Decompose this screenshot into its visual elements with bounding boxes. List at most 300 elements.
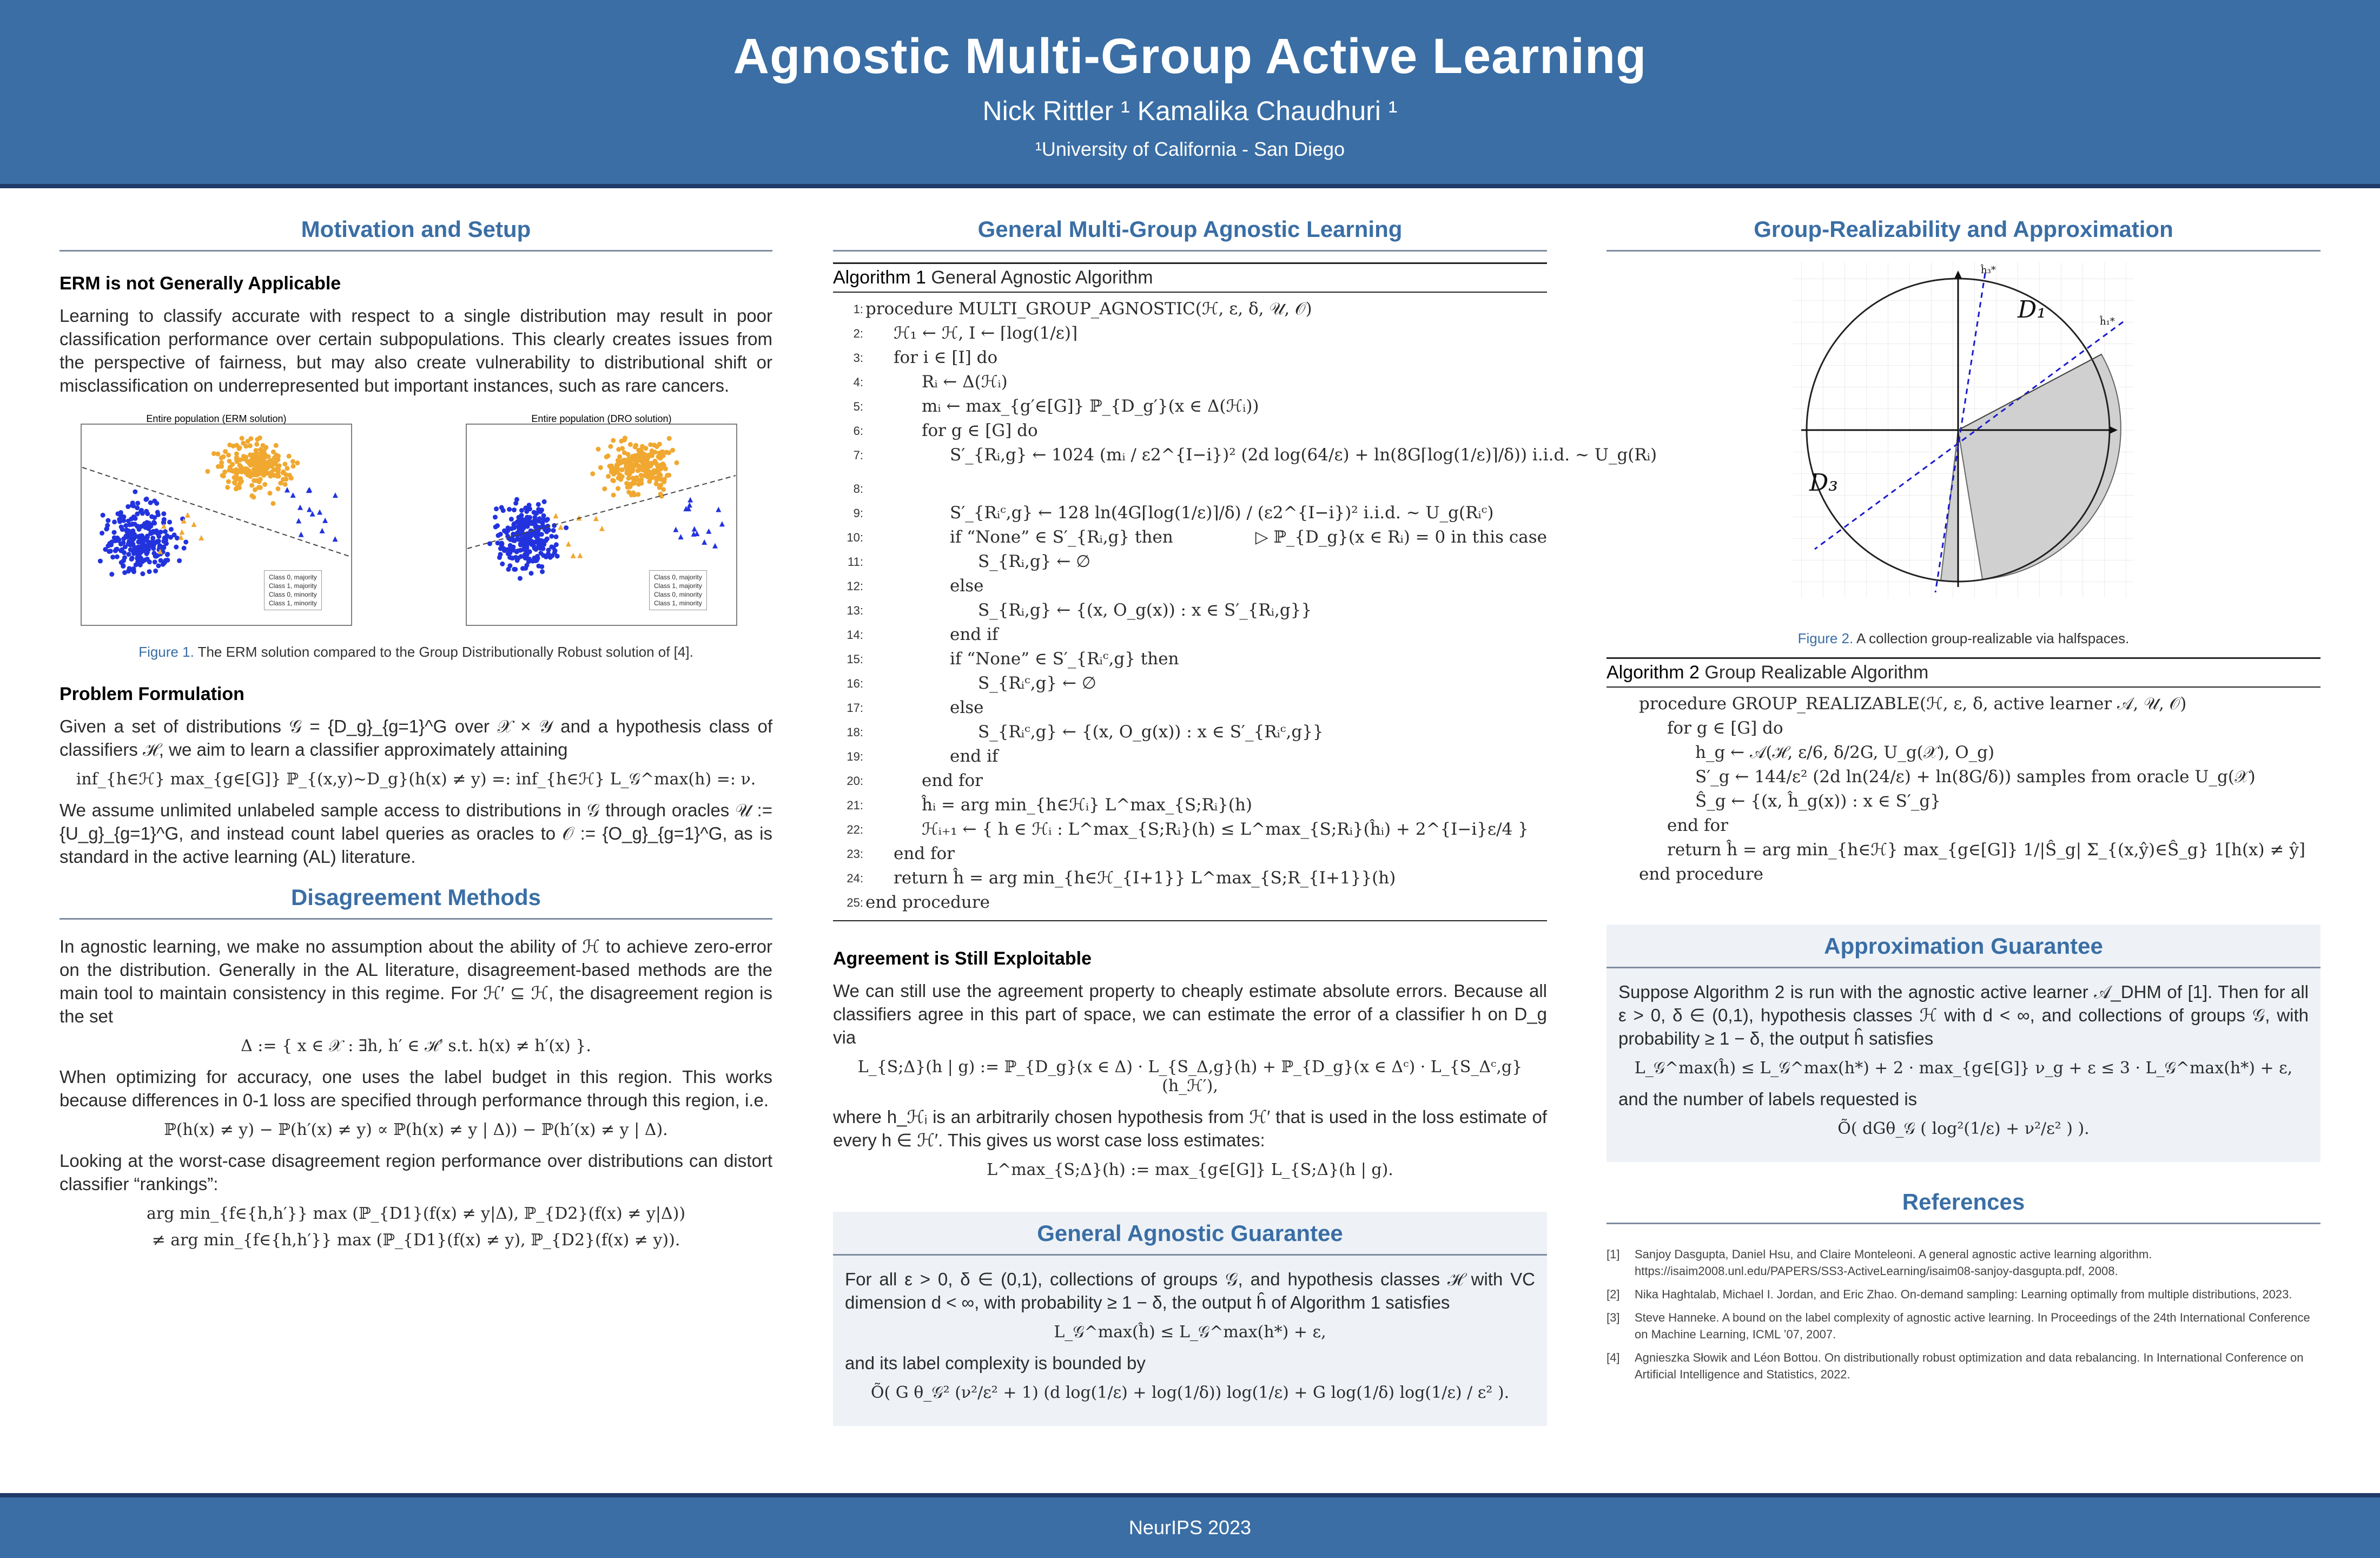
fig1-point-class0	[551, 528, 556, 533]
fig2-label-h1: ĥ₁*	[2100, 316, 2115, 327]
fig1-point-class0	[145, 557, 150, 562]
algorithm-1-code: S_{Rᵢᶜ,g} ← {(x, O_g(x)) : x ∈ S′_{Rᵢᶜ,g}}	[978, 722, 1324, 742]
disagreement-text-2: When optimizing for accuracy, one uses the label budget in this region. This works because differences in 0-1 loss are specified through performance through this region, i.e.	[60, 1067, 772, 1110]
disagreement-equation-3a: arg min_{f∈{h,h′}} max (ℙ_{D1}(f(x) ≠ y|Δ), ℙ_{D2}(f(x) ≠ y|Δ))	[146, 1204, 686, 1223]
reference-number: [1]	[1606, 1247, 1620, 1261]
fig1-point-class1	[295, 460, 300, 465]
fig1-point-class0	[515, 519, 520, 524]
approx-text-1: Suppose Algorithm 2 is run with the agnostic active learner 𝒜_DHM of [1]. Then for all ε > 0, δ ∈ (0,1), hypothesis classes ℋ with d < ∞, and collections of groups 𝒢, with probability ≥ 1 − δ, the output ĥ satisfies	[1618, 982, 2309, 1048]
fig1-point-class1	[639, 481, 644, 486]
general-guarantee-box	[833, 1212, 1547, 1426]
fig1-point-class0	[165, 552, 170, 557]
poster-affiliation: ¹University of California - San Diego	[1035, 138, 1345, 160]
reference-number: [2]	[1606, 1288, 1620, 1301]
fig1-point-class0	[142, 544, 147, 549]
fig1-point-class0	[529, 542, 534, 547]
fig1-point-class1	[614, 470, 619, 475]
fig1-point-class0	[130, 503, 135, 508]
fig1-point-class0	[519, 508, 524, 513]
fig1-point-class0	[145, 550, 150, 555]
fig1-point-class0	[116, 537, 121, 542]
fig1-point-class0	[505, 529, 510, 533]
fig1-point-class1	[667, 436, 672, 441]
fig1-point-class0	[498, 546, 503, 551]
reference-text: Nika Haghtalab, Michael I. Jordan, and Eric Zhao. On-demand sampling: Learning optimally from multiple distributions, 2023.	[1635, 1288, 2292, 1301]
fig1-point-class0	[115, 511, 120, 516]
line-number: 17:	[847, 701, 863, 715]
algorithm-1-line	[833, 866, 1547, 890]
fig1-point-class1	[256, 460, 261, 465]
poster-header	[0, 0, 2380, 187]
agreement-text-2: where h_ℋᵢ is an arbitrarily chosen hypothesis from ℋ′ that is used in the loss estimate of every h ∈ ℋ′. This gives us worst case loss estimates:	[833, 1107, 1547, 1150]
reference-number: [4]	[1606, 1351, 1620, 1364]
fig1-point-class0	[549, 544, 554, 549]
fig1-point-class0	[130, 529, 135, 533]
algorithm-2-code: for g ∈ [G] do	[1667, 718, 1783, 738]
fig1-point-class1	[658, 483, 663, 487]
algorithm-2-code: S′_g ← 144/ε² (2d ln(24/ε) + ln(8G/δ)) samples from oracle U_g(𝒳)	[1695, 767, 2256, 787]
figure-2-caption	[1606, 630, 2320, 647]
disagreement-equation-3b: ≠ arg min_{f∈{h,h′}} max (ℙ_{D1}(f(x) ≠ y), ℙ_{D2}(f(x) ≠ y)).	[151, 1231, 680, 1250]
fig1-point-class1	[654, 481, 659, 486]
line-number: 24:	[847, 872, 863, 885]
fig1-point-class1	[252, 467, 256, 472]
fig1-point-class0	[528, 534, 533, 539]
algorithm-1-code: Rᵢ ← Δ(ℋᵢ)	[922, 372, 1008, 392]
fig1-point-class1	[606, 453, 611, 458]
fig1-point-class1	[598, 465, 603, 470]
fig1-point-class0	[528, 571, 533, 576]
fig1-point-class1	[254, 442, 259, 447]
line-number: 14:	[847, 628, 863, 642]
fig1-point-class1	[282, 461, 287, 466]
line-number: 4:	[853, 375, 863, 389]
fig1-point-class0	[497, 555, 502, 560]
fig1-point-class1	[602, 486, 607, 491]
line-number: 21:	[847, 798, 863, 812]
algorithm-1-line	[833, 842, 1547, 866]
algorithm-2-line	[1606, 716, 2320, 741]
legend-item: Class 1, majority	[269, 582, 317, 590]
fig1-point-class0	[156, 563, 161, 568]
fig1-point-class1	[261, 466, 266, 471]
algorithm-2-code: procedure GROUP_REALIZABLE(ℋ, ε, δ, active learner 𝒜, 𝒰, 𝒪)	[1639, 694, 2187, 714]
fig1-point-class0	[512, 538, 517, 543]
algorithm-1-code: end for	[922, 771, 983, 790]
fig1-point-class1	[219, 455, 224, 460]
fig1-point-class0	[108, 549, 113, 553]
fig1-point-class0	[494, 506, 499, 511]
fig1-point-class1	[675, 460, 679, 465]
section-title-references: References	[1606, 1189, 2320, 1224]
algorithm-1-line	[833, 769, 1547, 793]
agreement-text-1: We can still use the agreement property to cheaply estimate absolute errors. Because all classifiers agree in this part of space, we can estimate the error of a classifier h on D_g via	[833, 981, 1547, 1047]
line-number: 5:	[853, 400, 863, 413]
fig1-point-class0	[545, 537, 550, 542]
agreement-equation-1: L_{S;Δ}(h | g) := ℙ_{D_g}(x ∈ Δ) · L_{S_Δ,g}(h) + ℙ_{D_g}(x ∈ Δᶜ) · L_{S_Δᶜ,g}(h_ℋ′),	[857, 1058, 1523, 1095]
fig1-point-class0	[163, 529, 168, 534]
fig1-point-class1	[615, 465, 620, 470]
legend-item: Class 1, minority	[654, 599, 702, 607]
fig1-point-class0	[138, 556, 143, 560]
fig1-point-class1	[271, 450, 276, 454]
fig1-point-class0	[122, 570, 127, 575]
algorithm-2-code: return ĥ = arg min_{h∈ℋ} max_{g∈[G]} 1/|Ŝ_g| Σ_{(x,ŷ)∈Ŝ_g} 1[h(x) ≠ ŷ]	[1667, 840, 2305, 860]
algorithm-1-name: General Agnostic Algorithm	[931, 267, 1153, 288]
fig1-point-class0	[536, 502, 541, 507]
fig1-point-class1	[220, 473, 225, 478]
poster-footer: NeurIPS 2023	[0, 1497, 2380, 1558]
fig1-point-class1	[647, 464, 652, 468]
poster-title: Agnostic Multi-Group Active Learning	[733, 29, 1647, 84]
fig1-point-class1	[234, 474, 239, 479]
algorithm-1-comment: ▷ ℙ_{D_g}(x ∈ Rᵢ) = 0 in this case	[1255, 527, 1547, 547]
fig1-point-class0	[183, 539, 188, 544]
algorithm-1-code: if “None” ∈ S′_{Rᵢᶜ,g} then	[950, 649, 1179, 669]
algorithm-1-code: procedure MULTI_GROUP_AGNOSTIC(ℋ, ε, δ, 𝒰, 𝒪)	[865, 299, 1312, 319]
algorithm-1-code: end if	[950, 747, 999, 766]
fig1-point-class0	[546, 527, 551, 532]
fig1-point-class0	[564, 525, 568, 530]
fig1-point-class1	[658, 455, 663, 460]
algorithm-1-line	[833, 574, 1547, 598]
disagreement-text-1: In agnostic learning, we make no assumption about the ability of ℋ to achieve zero-error on the distribution. Generally in the AL literature, disagreement-based methods are the main tool to maintain consistency in this regime. For ℋ′ ⊆ ℋ, the disagreement region is the set	[60, 936, 772, 1026]
fig1-point-class0	[552, 550, 557, 555]
fig1-point-class0	[153, 569, 158, 573]
section-title-general-guarantee: General Agnostic Guarantee	[833, 1220, 1547, 1256]
fig1-point-class0	[519, 554, 524, 559]
figure-2-caption-text: A collection group-realizable via halfspaces.	[1856, 630, 2130, 646]
reference-text: Sanjoy Dasgupta, Daniel Hsu, and Claire Monteleoni. A general agnostic active learning algorithm. https://isaim2008.unl.edu/PAPERS/SS3-ActiveLearning/isaim08-sanjoy-dasgupta.pdf, 2008.	[1635, 1247, 2152, 1278]
fig1-point-class0	[172, 532, 177, 537]
fig1-point-class1	[290, 459, 295, 464]
fig1-point-class1	[643, 468, 647, 473]
fig1-point-class1	[657, 442, 662, 447]
line-number: 1:	[853, 302, 863, 316]
fig1-point-class0	[520, 525, 525, 530]
algorithm-1-line	[833, 817, 1547, 842]
algorithm-2-line	[1606, 741, 2320, 765]
algorithm-2-code: Ŝ_g ← {(x, ĥ_g(x)) : x ∈ S′_g}	[1695, 791, 1941, 811]
legend-item: Class 0, majority	[654, 573, 702, 581]
algorithm-1-code: ĥᵢ = arg min_{h∈ℋᵢ} L^max_{S;Rᵢ}(h)	[922, 795, 1253, 815]
fig1-point-class1	[606, 474, 611, 479]
fig1-point-class1	[608, 444, 613, 449]
fig1-point-class0	[126, 518, 131, 523]
reference-text: Agnieszka Słowik and Léon Bottou. On distributionally robust optimization and data rebalancing. In International Conference on Artificial Intelligence and Statistics, 2022.	[1635, 1351, 2304, 1381]
header-divider	[0, 184, 2380, 188]
subsection-erm: ERM is not Generally Applicable	[60, 273, 341, 294]
fig1-point-class1	[632, 458, 637, 463]
fig1-point-class0	[540, 569, 545, 574]
fig1-point-class1	[637, 450, 642, 454]
algorithm-1-code: mᵢ ← max_{g′∈[G]} ℙ_{D_g′}(x ∈ Δ(ℋᵢ))	[922, 397, 1259, 416]
legend-item: Class 0, majority	[269, 573, 317, 581]
line-number: 16:	[847, 677, 863, 690]
algorithm-1-code: S_{Rᵢ,g} ← {(x, O_g(x)) : x ∈ S′_{Rᵢ,g}}	[978, 600, 1312, 620]
fig1-point-class1	[642, 456, 646, 461]
algorithm-1-code: S′_{Rᵢ,g} ← 1024 (mᵢ / ε2^{I−i})² (2d log(64/ε) + ln(8G⌈log(1/ε)⌉/δ)) i.i.d. ~ U_g(Rᵢ)	[950, 445, 1657, 465]
fig1-point-class1	[262, 452, 267, 457]
fig1-point-class1	[256, 485, 261, 490]
fig1-point-class0	[98, 559, 103, 564]
line-number: 7:	[853, 448, 863, 462]
approx-equation-2: Õ( dGθ_𝒢 ( log²(1/ε) + ν²/ε² ) ).	[1837, 1119, 2090, 1138]
fig1-point-class0	[138, 509, 143, 514]
approx-text-2: and the number of labels requested is	[1618, 1089, 1918, 1109]
fig1-point-class0	[120, 527, 125, 532]
fig1-point-class0	[511, 532, 515, 537]
fig1-point-class0	[534, 511, 539, 516]
fig1-point-class0	[101, 513, 105, 518]
fig1-point-class1	[240, 436, 244, 441]
fig1-point-class1	[269, 458, 274, 463]
fig1-point-class0	[156, 512, 161, 517]
fig1-point-class0	[115, 547, 120, 552]
fig1-point-class0	[121, 536, 126, 541]
fig1-point-class1	[276, 457, 281, 462]
fig1-point-class1	[284, 477, 289, 481]
fig1-point-class0	[519, 513, 524, 518]
legend-item: Class 0, minority	[654, 591, 702, 598]
fig1-point-class0	[527, 503, 532, 507]
fig1-point-class0	[164, 533, 169, 538]
fig1-point-class1	[620, 458, 625, 463]
line-number: 2:	[853, 327, 863, 340]
fig1-point-class0	[539, 564, 544, 569]
fig1-point-class1	[246, 439, 250, 444]
fig1-point-class1	[632, 479, 637, 484]
algorithm-1-line	[833, 297, 1547, 321]
fig1-point-class0	[512, 567, 517, 572]
fig1-point-class0	[150, 536, 155, 540]
fig1-point-class0	[156, 534, 161, 539]
fig1-point-class0	[144, 509, 149, 514]
algorithm-2-line	[1606, 862, 2320, 887]
algorithm-1-line	[833, 623, 1547, 647]
fig1-point-class0	[123, 523, 128, 528]
fig1-right-legend	[649, 570, 707, 610]
column-right	[1606, 216, 2320, 1389]
algorithm-2-line	[1606, 765, 2320, 789]
fig1-point-class1	[290, 464, 295, 468]
fig1-point-class0	[154, 554, 158, 559]
algorithm-1-line	[833, 525, 1547, 550]
fig1-point-class0	[501, 508, 506, 513]
fig1-point-class0	[129, 539, 134, 544]
fig1-point-class0	[140, 535, 145, 540]
fig1-point-class1	[632, 492, 637, 497]
algorithm-1-line	[833, 419, 1547, 443]
algorithm-1-code: S_{Rᵢ,g} ← ∅	[978, 552, 1091, 571]
fig1-left-legend	[264, 570, 322, 610]
fig1-point-class1	[626, 452, 631, 457]
fig1-point-class1	[619, 439, 624, 444]
fig1-point-class1	[287, 454, 292, 459]
figure-2-label: Figure 2.	[1797, 630, 1854, 646]
fig1-point-class0	[493, 514, 498, 519]
fig1-point-class1	[639, 473, 644, 478]
fig1-point-class1	[285, 466, 290, 471]
fig1-point-class0	[143, 525, 148, 530]
fig1-point-class0	[539, 507, 544, 512]
line-number: 20:	[847, 774, 863, 788]
fig1-point-class1	[657, 451, 662, 455]
fig1-point-class0	[115, 554, 120, 559]
fig1-point-class0	[127, 566, 132, 571]
fig1-point-class1	[617, 454, 622, 459]
fig1-point-class1	[239, 466, 243, 471]
fig1-point-class1	[235, 485, 240, 490]
figure-1	[60, 408, 772, 662]
line-number: 9:	[853, 506, 863, 520]
legend-item: Class 1, majority	[654, 582, 702, 590]
line-number: 23:	[847, 847, 863, 861]
fig1-point-class0	[496, 533, 501, 538]
section-title-motivation: Motivation and Setup	[60, 216, 772, 252]
algorithm-1-line	[833, 550, 1547, 574]
fig1-right-title: Entire population (DRO solution)	[531, 413, 672, 424]
fig1-point-class1	[272, 473, 276, 478]
erm-text: Learning to classify accurate with respect to a single distribution may result in poor classification performance over certain subpopulations. This clearly creates issues from the perspective of fairness, but may also create vulnerability to distributional shift or misclassification on underrepresented but important instances, such as rare cancers.	[60, 306, 772, 395]
fig1-point-class0	[105, 518, 110, 523]
algorithm-1-line	[833, 370, 1547, 394]
algorithm-1-line	[833, 443, 1657, 477]
fig1-point-class1	[211, 451, 216, 456]
line-number: 18:	[847, 725, 863, 739]
fig1-point-class1	[267, 491, 272, 496]
guarantee-equation-1: L_𝒢^max(ĥ) ≤ L_𝒢^max(h*) + ε,	[1054, 1323, 1326, 1342]
fig1-point-class0	[524, 509, 529, 514]
algorithm-1-end	[833, 920, 1547, 921]
algorithm-1-code: end procedure	[865, 893, 990, 912]
algorithm-1-line	[833, 321, 1547, 346]
fig1-point-class0	[544, 554, 548, 559]
fig1-point-class0	[554, 534, 559, 539]
fig1-point-class0	[100, 531, 104, 536]
fig1-point-class0	[552, 523, 557, 528]
algorithm-1-code: if “None” ∈ S′_{Rᵢ,g} then	[950, 527, 1173, 547]
approximation-guarantee-box	[1606, 925, 2320, 1162]
fig1-point-class1	[670, 448, 675, 453]
problem-equation: inf_{h∈ℋ} max_{g∈[G]} ℙ_{(x,y)~D_g}(h(x) ≠ y) =: inf_{h∈ℋ} L_𝒢^max(h) =: ν.	[76, 770, 756, 789]
guarantee-equation-2: Õ( G θ_𝒢² (ν²/ε² + 1) (d log(1/ε) + log(1/δ)) log(1/ε) + G log(1/δ) log(1/ε) / ε² ).	[870, 1383, 1510, 1402]
fig1-point-class0	[149, 514, 154, 519]
figure-1-caption-text: The ERM solution compared to the Group Distributionally Robust solution of [4].	[197, 644, 693, 660]
section-title-general: General Multi-Group Agnostic Learning	[833, 216, 1547, 252]
fig1-point-class0	[527, 520, 532, 525]
fig1-point-class0	[554, 542, 559, 547]
fig1-point-class0	[135, 501, 140, 506]
guarantee-text-2: and its label complexity is bounded by	[845, 1353, 1146, 1373]
algorithm-1-label: Algorithm 1	[833, 267, 926, 288]
fig1-point-class1	[226, 479, 231, 484]
algorithm-2-line	[1606, 814, 2320, 838]
algorithm-2-line	[1606, 692, 2320, 716]
algorithm-2-code: h_g ← 𝒜(ℋ, ε/6, δ/2G, U_g(𝒳), O_g)	[1695, 743, 1995, 762]
fig1-point-class0	[133, 490, 137, 494]
fig1-point-class0	[133, 516, 138, 521]
fig1-point-class0	[145, 534, 150, 539]
fig1-point-class1	[263, 445, 268, 450]
fig1-point-class1	[238, 476, 243, 481]
fig1-point-class0	[148, 500, 153, 505]
reference-item	[1606, 1246, 2320, 1279]
algorithm-1-code: ℋᵢ₊₁ ← { h ∈ ℋᵢ : L^max_{S;Rᵢ}(h) ≤ L^max_{S;Rᵢ}(ĥᵢ) + 2^{I−i}ε/4 }	[922, 820, 1529, 839]
fig1-point-class0	[523, 533, 528, 538]
fig1-point-class0	[151, 520, 156, 525]
fig1-point-class1	[243, 466, 248, 471]
algorithm-2-code: end for	[1667, 816, 1728, 835]
algorithm-2-name: Group Realizable Algorithm	[1704, 662, 1929, 683]
fig1-point-class0	[147, 569, 152, 574]
reference-item	[1606, 1309, 2320, 1343]
fig1-point-class0	[136, 534, 141, 539]
fig1-point-class1	[276, 486, 281, 491]
line-number: 10:	[847, 531, 863, 544]
fig1-point-class0	[153, 559, 157, 564]
fig1-point-class0	[522, 544, 527, 549]
legend-item: Class 1, minority	[269, 599, 317, 607]
fig1-point-class1	[289, 476, 294, 480]
fig1-point-class0	[121, 558, 126, 563]
fig1-point-class1	[270, 501, 275, 506]
fig1-point-class0	[140, 571, 145, 576]
fig1-point-class1	[248, 443, 253, 448]
fig1-point-class0	[125, 504, 130, 509]
fig2-label-d1: D₁	[2018, 296, 2046, 324]
fig1-point-class0	[507, 507, 512, 512]
footer-divider	[0, 1493, 2380, 1497]
fig1-point-class1	[250, 459, 255, 464]
fig2-label-h3: ĥ₃*	[1981, 265, 1996, 276]
fig1-point-class0	[536, 542, 541, 547]
fig1-point-class1	[625, 485, 630, 490]
fig1-left-title: Entire population (ERM solution)	[146, 413, 287, 424]
algorithm-1-code: for i ∈ [I] do	[894, 348, 998, 367]
agreement-equation-2: L^max_{S;Δ}(h) := max_{g∈[G]} L_{S;Δ}(h | g).	[987, 1160, 1393, 1179]
algorithm-1-line	[833, 346, 1547, 370]
fig1-point-class1	[643, 446, 648, 451]
fig1-point-class1	[241, 454, 246, 459]
fig1-point-class0	[527, 557, 532, 562]
algorithm-1-line	[833, 647, 1547, 671]
fig1-point-class0	[523, 566, 528, 571]
fig1-point-class1	[633, 445, 638, 450]
subsection-agreement: Agreement is Still Exploitable	[833, 948, 1092, 969]
line-number: 11:	[848, 555, 863, 569]
fig1-point-class1	[264, 471, 269, 476]
fig1-point-class1	[281, 470, 286, 474]
fig1-point-class1	[643, 473, 648, 478]
line-number: 12:	[847, 579, 863, 593]
fig1-point-class0	[138, 547, 143, 552]
fig1-point-class0	[110, 554, 115, 559]
fig1-point-class0	[506, 567, 511, 572]
algorithm-1-code: else	[950, 576, 984, 596]
problem-text-2: We assume unlimited unlabeled sample access to distributions in 𝒢 through oracles 𝒰 := {U_g}_{g=1}^G, and instead count label queries as oracles to 𝒪 := {O_g}_{g=1}^G, as is standard in the active learning (AL) literature.	[60, 800, 772, 867]
fig1-point-class0	[134, 563, 138, 567]
line-number: 19:	[847, 750, 863, 763]
line-number: 13:	[847, 604, 863, 617]
algorithm-1-code: return ĥ = arg min_{h∈ℋ_{I+1}} L^max_{S;R_{I+1}}(h)	[894, 868, 1396, 888]
algorithm-1-line	[833, 477, 1547, 501]
fig1-point-class1	[652, 443, 657, 447]
fig1-point-class0	[518, 537, 523, 542]
algorithm-2-label: Algorithm 2	[1606, 662, 1700, 683]
fig1-point-class1	[248, 474, 253, 479]
fig1-point-class1	[231, 444, 236, 448]
